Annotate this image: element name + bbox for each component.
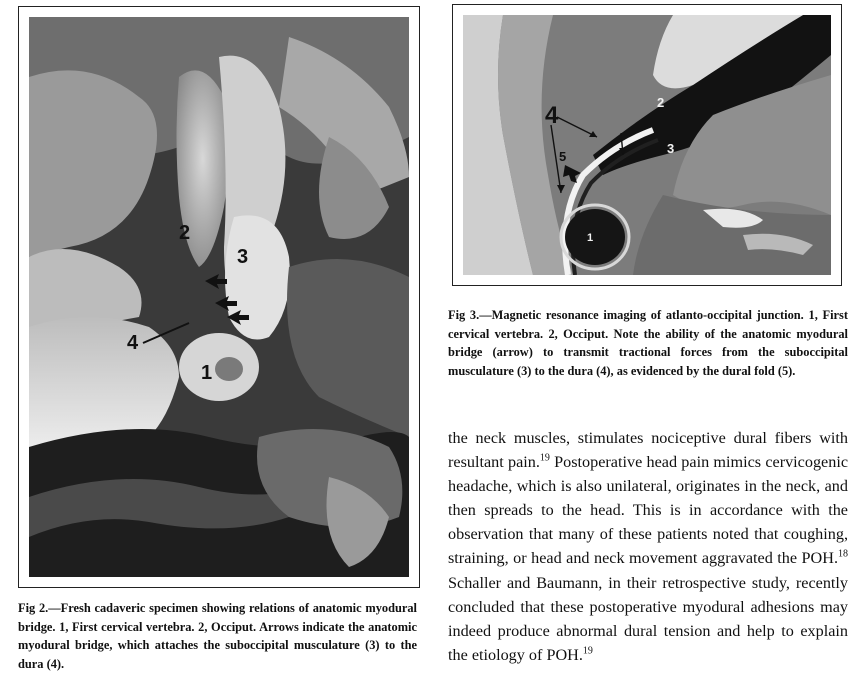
body-text-segment: Postoperative head pain mimics cervicogenic headache, which is also unilateral, originates in the neck, and then spreads to the head. This is in accordance with the observation that many of these patients noted that coughing, straining, or head and neck movement aggravated the POH.: [448, 453, 849, 568]
figure-2-photo: [29, 17, 409, 577]
body-text-segment: Schaller and Baumann, in their retrospective study, recently concluded that these postoperative myodural adhesions may indeed produce abnormal dural tension and help to explain the etiology of POH.: [448, 573, 848, 664]
body-text-segment: the neck muscles, stimulates nociceptive dural fibers with resultant pain.: [448, 429, 848, 472]
body-paragraph: [448, 426, 848, 667]
figure-2-frame: [18, 6, 420, 588]
figure-3-label-3: 3: [667, 141, 675, 156]
figure-2-label-3: 3: [237, 246, 249, 268]
figure-2-label-1: 1: [201, 362, 213, 384]
figure-3-label-2: 2: [657, 95, 665, 110]
figure-3-caption: Fig 3.—Magnetic resonance imaging of atlanto-occipital junction. 1, First cervical vertebra. 2, Occiput. Note the ability of the anatomic myodural bridge (arrow) to transmit tractional forces from the suboccipital musculature (3) to the dura (4), as evidenced by the dural fold (5).: [448, 308, 848, 378]
figure-2-label-4: 4: [127, 332, 139, 354]
figure-3-frame: [452, 4, 842, 286]
figure-3-label-1: 1: [587, 232, 594, 244]
reference-superscript: 19: [539, 452, 550, 464]
figure-3-photo: [463, 15, 831, 275]
figure-3-label-5: 5: [559, 149, 567, 164]
figure-2-caption: Fig 2.—Fresh cadaveric specimen showing relations of anatomic myodural bridge. 1, First cervical vertebra. 2, Occiput. Arrows indicate the anatomic myodural bridge, which attaches the suboccipital musculature (3) to the dura (4).: [18, 601, 417, 671]
mri-image: [463, 15, 831, 275]
reference-superscript: 18: [838, 549, 848, 561]
figure-2-label-2: 2: [179, 222, 191, 244]
reference-superscript: 19: [582, 645, 593, 657]
figure-3-label-4: 4: [545, 102, 559, 129]
cadaveric-specimen-image: [29, 17, 409, 577]
